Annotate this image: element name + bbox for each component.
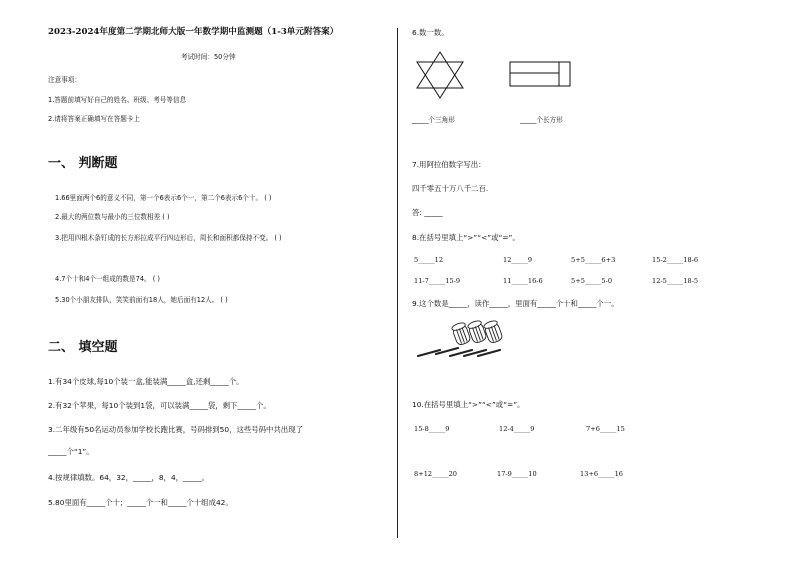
q6-label: 6.数一数。 xyxy=(412,28,449,37)
q10-item: 7+6_____15 xyxy=(586,425,625,433)
judgement-question: 3.把用四根木条钉成的长方形拉成平行四边形后，周长和面积都保持不变。 ( ) xyxy=(55,234,282,242)
q10-item: 12-4_____9 xyxy=(499,425,535,433)
fill-question: 2.有32个苹果，每10个装到1袋，可以装满_____袋，剩下_____个。 xyxy=(48,401,271,410)
q8-item: 5+5_____5-0 xyxy=(571,277,613,285)
q6-rectangle-answer: _____个长方形 xyxy=(520,116,563,124)
fill-question: 4.按规律填数。64，32，_____，8，4，_____。 xyxy=(48,473,209,482)
fill-question: 5.80里面有_____个十；_____个一和_____个十组成42。 xyxy=(48,498,233,507)
column-divider xyxy=(397,28,398,538)
q6-triangle-answer: _____个三角形 xyxy=(412,116,455,124)
counting-sticks-illustration xyxy=(414,320,514,362)
q7-answer: 答: _____ xyxy=(412,208,443,217)
q9-label: 9.这个数是_____，读作_____，里面有_____个十和_____个一。 xyxy=(412,299,619,308)
section-heading-judgement: 一、 判断题 xyxy=(48,156,118,171)
notes-heading: 注意事项： xyxy=(48,76,81,84)
note-item: 2.请将答案正确填写在答题卡上 xyxy=(48,115,141,123)
q8-item: 5_____12 xyxy=(414,256,444,264)
q10-label: 10.在括号里填上“>”“<”或“=”。 xyxy=(412,400,525,409)
q8-label: 8.在括号里填上“>”“<”或“=”。 xyxy=(412,233,520,242)
judgement-question: 2.最大的两位数与最小的三位数相差 ( ) xyxy=(55,213,170,221)
q10-item: 15-8_____9 xyxy=(414,425,450,433)
judgement-question: 5.30个小朋友排队，笑笑前面有18人，她后面有12人。 ( ) xyxy=(55,296,228,304)
q10-item: 17-9_____10 xyxy=(497,470,537,478)
q10-item: 13+6_____16 xyxy=(580,470,623,478)
q7-label: 7.用阿拉伯数字写出： xyxy=(412,160,486,169)
fill-question-continuation: _____个“1”。 xyxy=(48,447,94,456)
q7-text: 四千零五十万八千二百. xyxy=(412,184,489,193)
document-title: 2023-2024年度第二学期北师大版一年数学期中监测题（1-3单元附答案） xyxy=(48,27,339,37)
q8-item: 5+5_____6+3 xyxy=(571,256,616,264)
section-heading-fill-blank: 二、 填空题 xyxy=(48,340,118,355)
q10-item: 8+12_____20 xyxy=(414,470,457,478)
q8-item: 11-7_____15-9 xyxy=(414,277,461,285)
exam-time: 考试时间：50分钟 xyxy=(181,53,236,61)
note-item: 1.答题前填写好自己的姓名、班级、考号等信息 xyxy=(48,96,187,104)
fill-question: 3.二年级有50名运动员参加学校长跑比赛，号码排到50，这些号码中共出现了 xyxy=(48,425,303,434)
judgement-question: 1.66里面两个6的意义不同，第一个6表示6个一，第二个6表示6个十。 ( ) xyxy=(55,194,272,202)
q8-item: 11_____16-6 xyxy=(503,277,543,285)
q8-item: 15-2_____18-6 xyxy=(652,256,699,264)
rectangles-figure xyxy=(509,61,571,87)
star-of-david-figure xyxy=(412,50,468,100)
q8-item: 12_____9 xyxy=(503,256,533,264)
judgement-question: 4.7个十和4个一组成的数是74。 ( ) xyxy=(55,275,160,283)
q8-item: 12-5_____18-5 xyxy=(652,277,699,285)
fill-question: 1.有34个皮球,每10个装一盒,能装满_____盒,还剩_____个。 xyxy=(48,377,244,386)
